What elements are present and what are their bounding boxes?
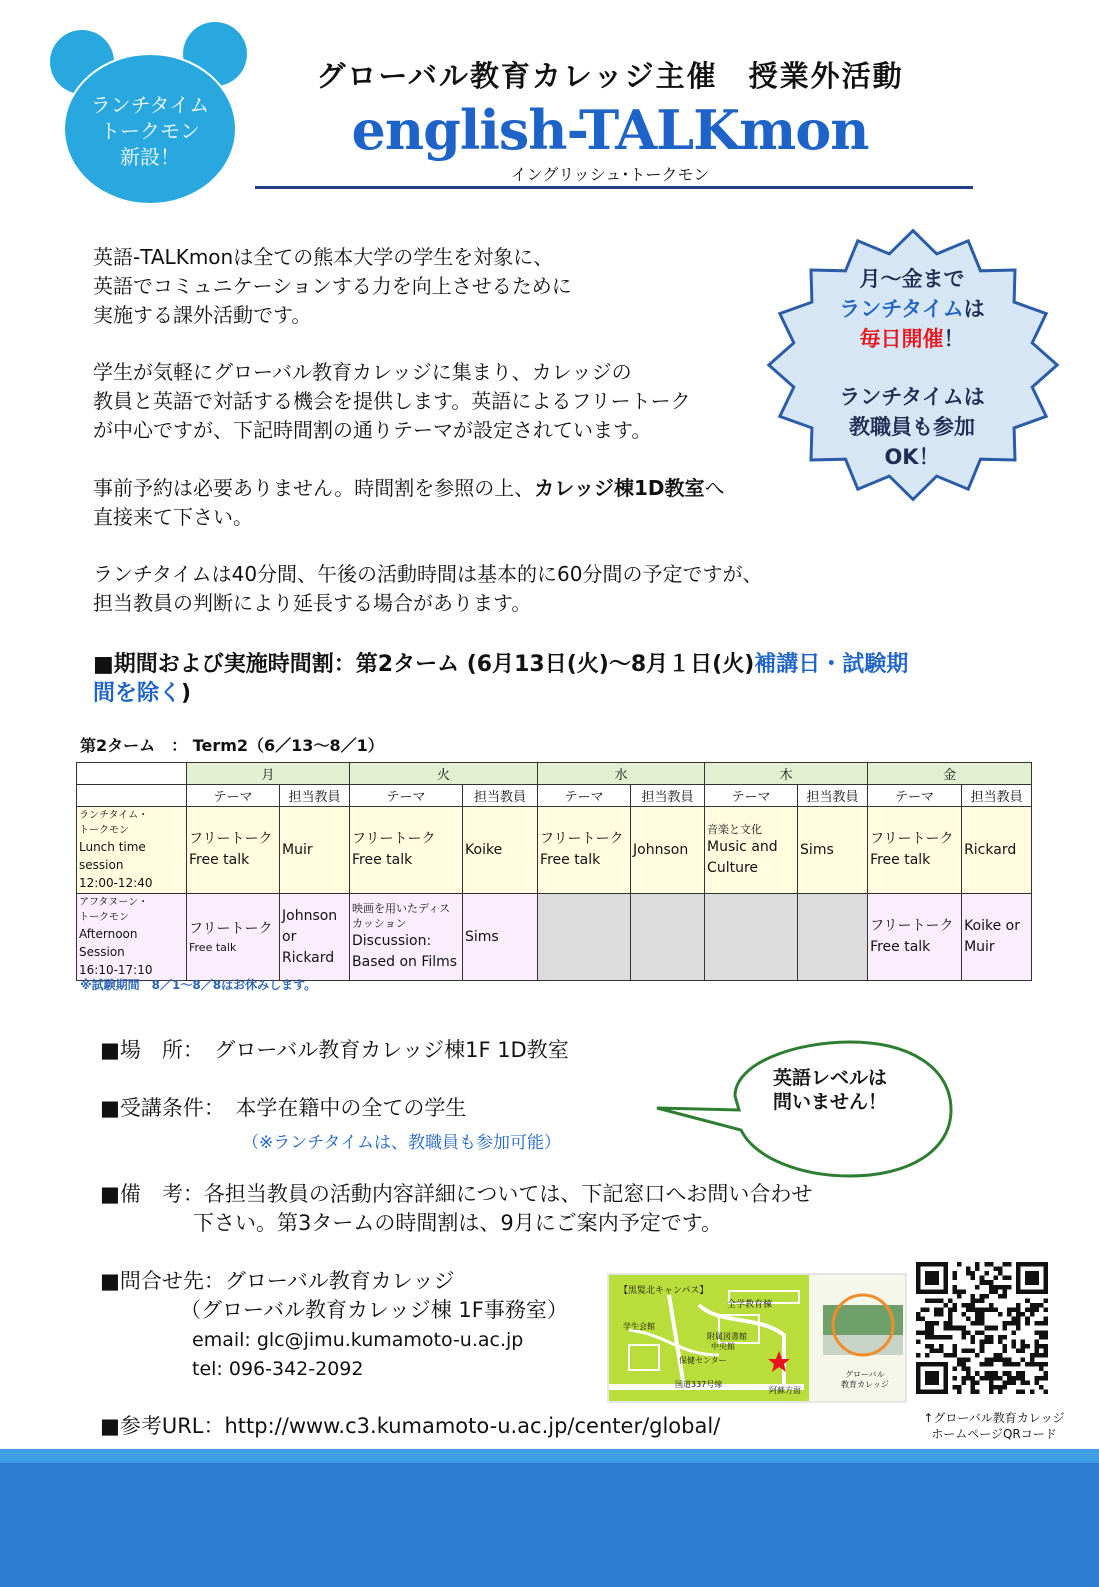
timetable-cell-line: Koike or bbox=[964, 918, 1020, 934]
map-glc-label1: グローバル bbox=[845, 1370, 885, 1379]
badge-line3: 新設！ bbox=[120, 145, 180, 169]
timetable-theme-header: テーマ bbox=[705, 785, 798, 807]
intro-paragraph-2 bbox=[93, 358, 813, 445]
reference-url[interactable]: ■参考URL：http://www.c3.kumamoto-u.ac.jp/center/global/ bbox=[100, 1414, 721, 1438]
rowhead-line: アフタヌーン・ bbox=[79, 897, 149, 908]
timetable-row-afternoon bbox=[77, 894, 1032, 981]
timetable-cell-line: or bbox=[282, 928, 297, 945]
intro-line: 実施する課外活動です。 bbox=[93, 303, 312, 327]
remarks-line1: ■備 考：各担当教員の活動内容詳細については、下記窓口へお問い合わせ bbox=[100, 1182, 813, 1206]
map-gate-label: 阿蘇方面 bbox=[769, 1386, 801, 1395]
starburst-line4: ランチタイムは bbox=[839, 385, 985, 409]
timetable-teacher-header: 担当教員 bbox=[962, 785, 1032, 807]
qr-caption-line1: ↑グローバル教育カレッジ bbox=[923, 1411, 1065, 1425]
map-hall-label: 学生会館 bbox=[623, 1322, 655, 1331]
timetable-teacher-header: 担当教員 bbox=[280, 785, 350, 807]
intro-p3-a: 事前予約は必要ありません。時間割を参照の上、 bbox=[93, 476, 535, 500]
timetable-teacher-cell bbox=[962, 807, 1032, 894]
timetable-cell-line: Free talk bbox=[189, 852, 250, 868]
rowhead-line: session bbox=[79, 858, 124, 872]
timetable-cell-line: Free talk bbox=[540, 852, 601, 868]
starburst-line3 bbox=[780, 324, 1044, 354]
timetable-cell-line: Muir bbox=[282, 841, 313, 858]
timetable-cell-line: Free talk bbox=[870, 939, 931, 955]
brand-logo-text: english-TALKmon bbox=[351, 98, 869, 162]
timetable-cell-line: Rickard bbox=[964, 841, 1017, 858]
starburst-lunch: ランチタイム bbox=[839, 297, 964, 321]
timetable-corner-sub bbox=[77, 785, 187, 807]
contact-line2: （グローバル教育カレッジ棟 1F事務室） bbox=[180, 1298, 568, 1322]
timetable-cell-line: フリートーク bbox=[189, 831, 273, 847]
bubble-line2: 問いません！ bbox=[772, 1091, 887, 1113]
timetable-theme-cell bbox=[705, 894, 798, 981]
timetable-cell-line: Sims bbox=[800, 841, 834, 858]
timetable-rowhead-lunch bbox=[77, 807, 187, 894]
timetable-day-row bbox=[77, 763, 1032, 785]
timetable-row-lunch bbox=[77, 807, 1032, 894]
timetable-cell-line: Muir bbox=[964, 939, 995, 955]
timetable-cell-line: Free talk bbox=[189, 941, 237, 954]
timetable-theme-cell bbox=[538, 807, 631, 894]
footer-band-highlight bbox=[0, 1449, 1099, 1463]
page-title: グローバル教育カレッジ主催 授業外活動 bbox=[316, 59, 904, 93]
eligibility-note: （※ランチタイムは、教職員も参加可能） bbox=[242, 1133, 562, 1153]
badge-text bbox=[63, 92, 237, 170]
intro-line: 担当教員の判断により延長する場合があります。 bbox=[93, 591, 532, 615]
timetable-teacher-cell bbox=[463, 807, 538, 894]
rowhead-line: 12:00-12:40 bbox=[79, 876, 153, 890]
timetable-theme-cell bbox=[868, 894, 962, 981]
title-divider bbox=[255, 186, 973, 189]
contact-tel[interactable]: tel: 096-342-2092 bbox=[192, 1358, 364, 1380]
timetable-teacher-cell bbox=[280, 894, 350, 981]
intro-line: 学生が気軽にグローバル教育カレッジに集まり、カレッジの bbox=[93, 360, 632, 384]
eligibility-line: ■受講条件： 本学在籍中の全ての学生 bbox=[100, 1096, 467, 1120]
timetable-cell-line: Discussion: bbox=[352, 933, 432, 949]
timetable-teacher-cell bbox=[463, 894, 538, 981]
term-caption: 第2ターム ： Term2（6／13～8／1） bbox=[80, 736, 384, 755]
map-health-label: 保健センター bbox=[679, 1356, 727, 1365]
timetable-teacher-header: 担当教員 bbox=[463, 785, 538, 807]
timetable-cell-line: フリートーク bbox=[870, 831, 954, 847]
timetable-theme-cell bbox=[350, 894, 463, 981]
badge-line2: トークモン bbox=[100, 119, 200, 143]
timetable-theme-cell bbox=[538, 894, 631, 981]
timetable-corner bbox=[77, 763, 187, 785]
starburst-spacer bbox=[780, 354, 1044, 382]
timetable-cell-line: Culture bbox=[707, 859, 759, 876]
rowhead-line: トークモン bbox=[79, 912, 129, 923]
qr-caption bbox=[914, 1410, 1074, 1442]
map-road-label: 国道337号線 bbox=[675, 1380, 723, 1389]
timetable-cell-line: Koike bbox=[465, 841, 503, 858]
place-line: ■場 所： グローバル教育カレッジ棟1F 1D教室 bbox=[100, 1038, 569, 1062]
rowhead-line: Session bbox=[79, 945, 125, 959]
rowhead-line: Afternoon bbox=[79, 927, 138, 941]
starburst-daily: 毎日開催 bbox=[859, 327, 944, 351]
timetable-teacher-cell bbox=[280, 807, 350, 894]
map-glc-label2: 教育カレッジ bbox=[841, 1380, 889, 1389]
intro-p3-b: へ bbox=[704, 476, 725, 500]
starburst-line1: 月～金まで bbox=[859, 267, 965, 291]
schedule-heading bbox=[93, 650, 993, 708]
intro-line: ランチタイムは40分間、午後の活動時間は基本的に60分間の予定ですが、 bbox=[93, 562, 763, 586]
timetable-cell-line: カッション bbox=[352, 917, 407, 930]
timetable-day: 月 bbox=[187, 763, 350, 785]
timetable-theme-cell bbox=[187, 894, 280, 981]
map-library-label2: 中央館 bbox=[711, 1342, 735, 1351]
timetable-cell-line: 映画を用いたディス bbox=[352, 902, 451, 915]
intro-paragraph-4 bbox=[93, 560, 813, 618]
intro-line bbox=[93, 474, 813, 503]
timetable-cell-line: Rickard bbox=[282, 949, 335, 966]
timetable-cell-line: フリートーク bbox=[352, 831, 436, 847]
timetable bbox=[76, 762, 1032, 981]
map-building-label: 全学教育棟 bbox=[727, 1300, 773, 1310]
timetable-cell-line: 音楽と文化 bbox=[707, 822, 763, 836]
timetable-rowhead-afternoon bbox=[77, 894, 187, 981]
timetable-cell-line: Free talk bbox=[352, 852, 413, 868]
timetable-day: 金 bbox=[868, 763, 1032, 785]
timetable-teacher-header: 担当教員 bbox=[631, 785, 705, 807]
timetable-teacher-cell bbox=[631, 807, 705, 894]
speech-bubble-text bbox=[760, 1066, 900, 1114]
intro-line: が中心ですが、下記時間割の通りテーマが設定されています。 bbox=[93, 418, 652, 442]
timetable-subheader-row bbox=[77, 785, 1032, 807]
timetable-theme-header: テーマ bbox=[187, 785, 280, 807]
timetable-cell-line: Music and bbox=[707, 838, 778, 855]
timetable-cell-line: フリートーク bbox=[870, 918, 954, 934]
timetable-cell-line: フリートーク bbox=[189, 921, 273, 937]
intro-line: 教員と英語で対話する機会を提供します。英語によるフリートーク bbox=[93, 389, 691, 413]
starburst-ha: は bbox=[963, 297, 985, 321]
timetable-cell-line: Johnson bbox=[633, 841, 689, 858]
intro-p3-bold: カレッジ棟1D教室 bbox=[534, 476, 705, 500]
map-library-label1: 附属図書館 bbox=[707, 1332, 747, 1341]
timetable-cell-line: Based on Films bbox=[352, 954, 458, 970]
rowhead-line: ランチタイム・ bbox=[79, 810, 149, 821]
timetable-theme-cell bbox=[187, 807, 280, 894]
campus-map bbox=[607, 1273, 907, 1403]
timetable-cell-line: フリートーク bbox=[540, 831, 624, 847]
schedule-heading-blue2: 間を除く bbox=[93, 681, 182, 706]
rowhead-line: 16:10-17:10 bbox=[79, 963, 153, 977]
timetable-teacher-cell bbox=[631, 894, 705, 981]
timetable-cell-line: Johnson bbox=[282, 907, 338, 924]
schedule-heading-a: ■期間および実施時間割：第2ターム (6月13日(火)～8月１日(火) bbox=[93, 652, 755, 677]
timetable-cell-line: Sims bbox=[465, 928, 499, 945]
qr-modules bbox=[916, 1262, 1048, 1394]
schedule-heading-blue1: 補講日・試験期 bbox=[754, 652, 909, 677]
timetable-theme-cell bbox=[705, 807, 798, 894]
starburst-text bbox=[780, 264, 1044, 472]
contact-email[interactable]: email: glc@jimu.kumamoto-u.ac.jp bbox=[192, 1329, 524, 1351]
rowhead-line: トークモン bbox=[79, 825, 129, 836]
starburst-excl: ！ bbox=[943, 327, 965, 351]
timetable-theme-header: テーマ bbox=[538, 785, 631, 807]
starburst-line6: OK！ bbox=[884, 445, 940, 469]
brand-reading: イングリッシュ･トークモン bbox=[510, 165, 710, 184]
intro-line: 直接来て下さい。 bbox=[93, 505, 253, 529]
contact-line1: ■問合せ先：グローバル教育カレッジ bbox=[100, 1269, 455, 1293]
remarks-line2: 下さい。第3タームの時間割は、9月にご案内予定です。 bbox=[193, 1211, 723, 1235]
exam-note: ※試験期間 8／1～8／8はお休みします。 bbox=[80, 978, 317, 992]
timetable-theme-cell bbox=[350, 807, 463, 894]
intro-line: 英語-TALKmonは全ての熊本大学の学生を対象に、 bbox=[93, 245, 554, 269]
rowhead-line: Lunch time bbox=[79, 840, 146, 854]
footer-band bbox=[0, 1449, 1099, 1587]
timetable-day: 火 bbox=[350, 763, 538, 785]
starburst-line2 bbox=[780, 294, 1044, 324]
timetable-theme-header: テーマ bbox=[350, 785, 463, 807]
schedule-heading-end: ) bbox=[181, 681, 192, 706]
intro-line: 英語でコミュニケーションする力を向上させるために bbox=[93, 274, 572, 298]
timetable-day: 水 bbox=[538, 763, 705, 785]
timetable-theme-cell bbox=[868, 807, 962, 894]
intro-paragraph-1 bbox=[93, 243, 813, 330]
timetable-teacher-cell bbox=[798, 807, 868, 894]
bubble-line1: 英語レベルは bbox=[772, 1067, 887, 1089]
timetable-teacher-cell bbox=[798, 894, 868, 981]
timetable-day: 木 bbox=[705, 763, 868, 785]
timetable-teacher-header: 担当教員 bbox=[798, 785, 868, 807]
qr-code[interactable] bbox=[916, 1262, 1048, 1394]
timetable-teacher-cell bbox=[962, 894, 1032, 981]
timetable-theme-header: テーマ bbox=[868, 785, 962, 807]
map-campus-label: 【黒髪北キャンパス】 bbox=[619, 1286, 709, 1296]
badge-line1: ランチタイム bbox=[90, 93, 210, 117]
qr-caption-line2: ホームページQRコード bbox=[931, 1427, 1057, 1441]
intro-paragraph-3 bbox=[93, 474, 813, 532]
timetable-cell-line: Free talk bbox=[870, 852, 931, 868]
starburst-line5: 教職員も参加 bbox=[849, 415, 975, 439]
